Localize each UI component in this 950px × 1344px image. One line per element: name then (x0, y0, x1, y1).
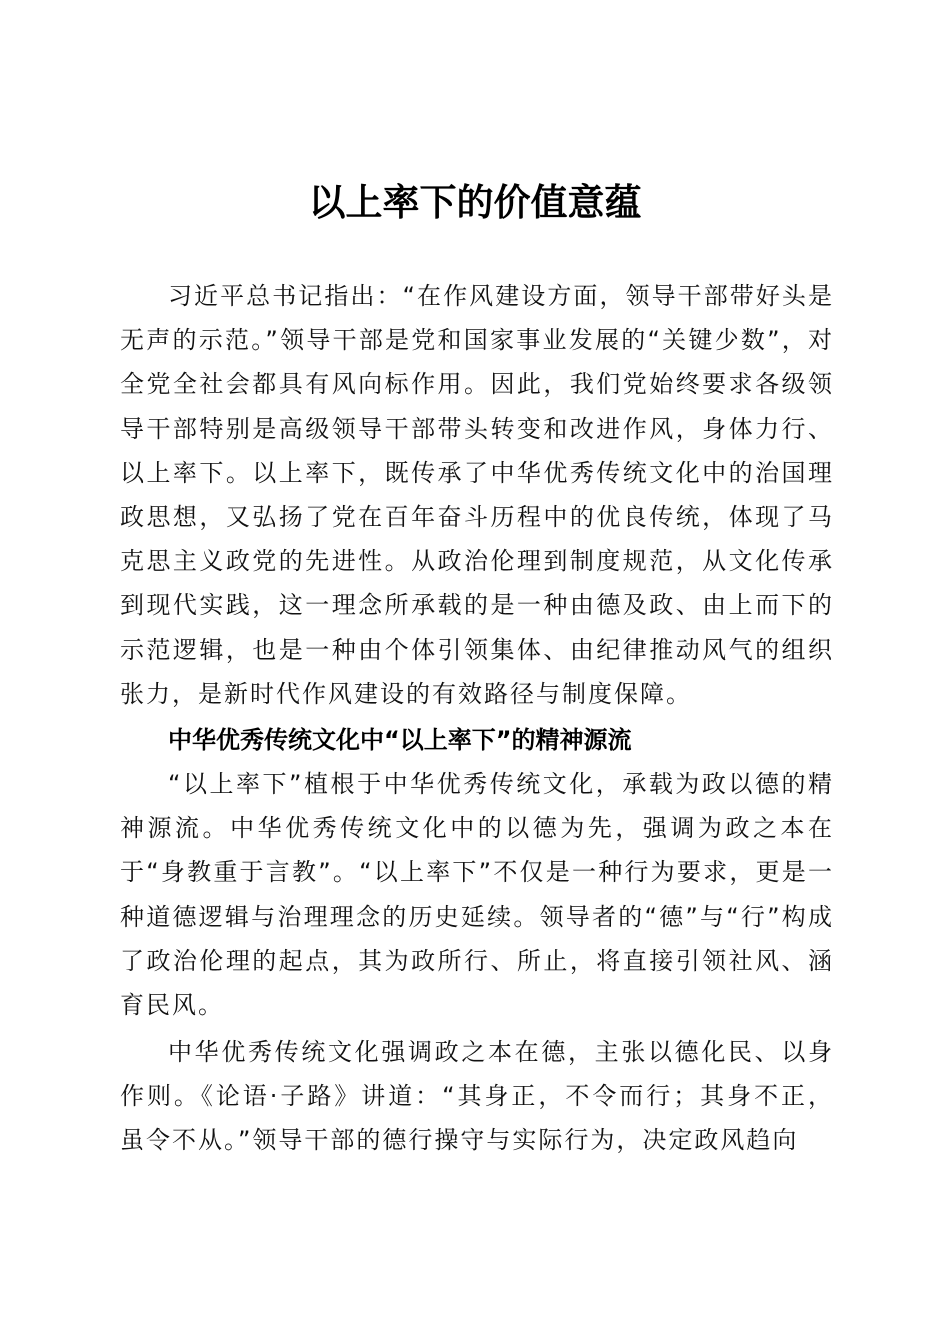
section-paragraph-1: “以上率下”植根于中华优秀传统文化，承载为政以德的精神源流。中华优秀传统文化中的以德为先，强调为政之本在于“身教重于言教”。“以上率下”不仅是一种行为要求，更是一种道德逻辑与治理理念的历史延续。领导者的“德”与“行”构成了政治伦理的起点，其为政所行、所止，将直接引领社风、涵育民风。 (120, 770, 834, 1020)
document-title: 以上率下的价值意蕴 (308, 180, 642, 224)
intro-paragraph: 习近平总书记指出：“在作风建设方面，领导干部带好头是无声的示范。”领导干部是党和国家事业发展的“关键少数”，对全党全社会都具有风向标作用。因此，我们党始终要求各级领导干部特别是高级领导干部带头转变和改进作风，身体力行、以上率下。以上率下，既传承了中华优秀传统文化中的治国理政思想，又弘扬了党在百年奋斗历程中的优良传统，体现了马克思主义政党的先进性。从政治伦理到制度规范，从文化传承到现代实践，这一理念所承载的是一种由德及政、由上而下的示范逻辑，也是一种由个体引领集体、由纪律推动风气的组织张力，是新时代作风建设的有效路径与制度保障。 (120, 282, 834, 708)
section-paragraph-2: 中华优秀传统文化强调政之本在德，主张以德化民、以身作则。《论语·子路》讲道：“其身正，不令而行；其身不正，虽令不从。”领导干部的德行操守与实际行为，决定政风趋向 (120, 1038, 834, 1155)
section-heading: 中华优秀传统文化中“以上率下”的精神源流 (168, 726, 632, 754)
